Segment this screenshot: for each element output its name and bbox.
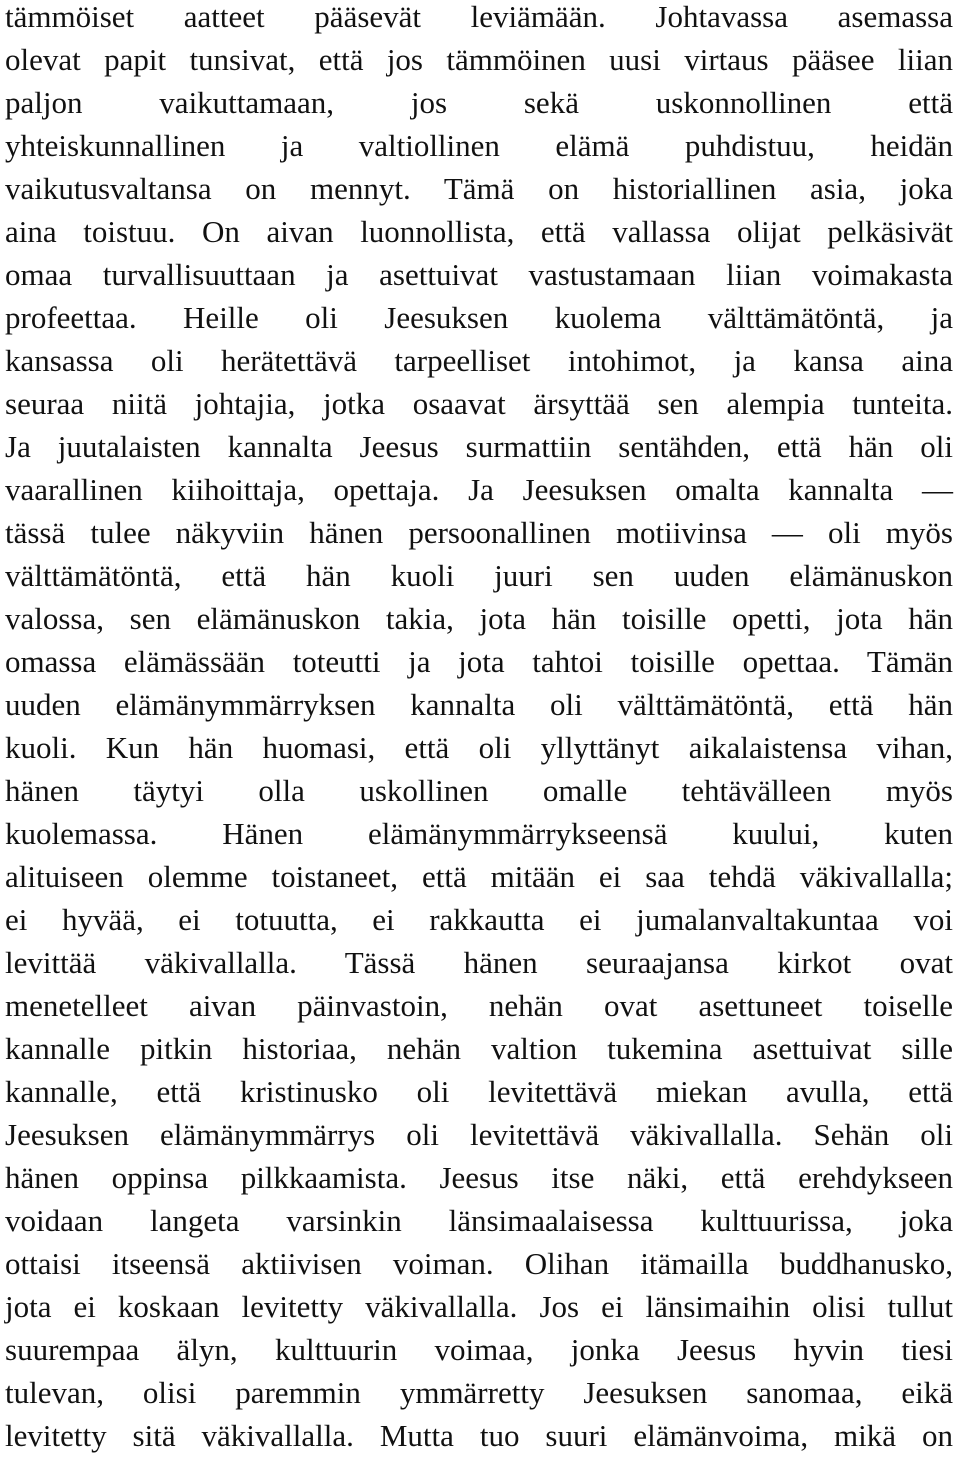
text-line: paljon vaikuttamaan, jos sekä uskonnollinen että: [5, 85, 953, 120]
text-line: profeettaa. Heille oli Jeesuksen kuolema välttämätöntä, ja: [5, 300, 953, 335]
text-line: jota ei koskaan levitetty väkivallalla. Jos ei länsimaihin olisi tullut: [5, 1289, 953, 1324]
text-line: tämmöiset aatteet pääsevät leviämään. Johtavassa asemassa: [5, 0, 953, 34]
text-line: levitetty sitä väkivallalla. Mutta tuo suuri elämänvoima, mikä on: [5, 1418, 953, 1453]
text-line: suurempaa älyn, kulttuurin voimaa, jonka Jeesus hyvin tiesi: [5, 1332, 953, 1367]
text-line: kannalle pitkin historiaa, nehän valtion tukemina asettuivat sille: [5, 1031, 953, 1066]
text-line: alituiseen olemme toistaneet, että mitään ei saa tehdä väkivallalla;: [5, 859, 953, 894]
text-line: kuoli. Kun hän huomasi, että oli yllyttänyt aikalaistensa vihan,: [5, 730, 953, 765]
text-line: Jeesuksen elämänymmärrys oli levitettävä väkivallalla. Sehän oli: [5, 1117, 953, 1152]
text-line: seuraa niitä johtajia, jotka osaavat ärsyttää sen alempia tunteita.: [5, 386, 953, 421]
text-line: ottaisi itseensä aktiivisen voiman. Olihan itämailla buddhanusko,: [5, 1246, 953, 1281]
text-line: levittää väkivallalla. Tässä hänen seuraajansa kirkot ovat: [5, 945, 953, 980]
text-line: menetelleet aivan päinvastoin, nehän ovat asettuneet toiselle: [5, 988, 953, 1023]
text-line: voidaan langeta varsinkin länsimaalaisessa kulttuurissa, joka: [5, 1203, 953, 1238]
text-line: hänen oppinsa pilkkaamista. Jeesus itse näki, että erehdykseen: [5, 1160, 953, 1195]
text-line: omassa elämässään toteutti ja jota tahtoi toisille opettaa. Tämän: [5, 644, 953, 679]
text-line: Ja juutalaisten kannalta Jeesus surmattiin sentähden, että hän oli: [5, 429, 953, 464]
text-line: aina toistuu. On aivan luonnollista, että vallassa olijat pelkäsivät: [5, 214, 953, 249]
text-line: välttämätöntä, että hän kuoli juuri sen uuden elämänuskon: [5, 558, 953, 593]
text-line: omaa turvallisuuttaan ja asettuivat vastustamaan liian voimakasta: [5, 257, 953, 292]
text-line: olevat papit tunsivat, että jos tämmöinen uusi virtaus pääsee liian: [5, 42, 953, 77]
text-line: vaarallinen kiihoittaja, opettaja. Ja Jeesuksen omalta kannalta —: [5, 472, 953, 507]
text-line: uuden elämänymmärryksen kannalta oli välttämätöntä, että hän: [5, 687, 953, 722]
text-line: ei hyvää, ei totuutta, ei rakkautta ei jumalanvaltakuntaa voi: [5, 902, 953, 937]
text-line: hänen täytyi olla uskollinen omalle tehtävälleen myös: [5, 773, 953, 808]
text-line: kuolemassa. Hänen elämänymmärrykseensä kuului, kuten: [5, 816, 953, 851]
text-line: vaikutusvaltansa on mennyt. Tämä on historiallinen asia, joka: [5, 171, 953, 206]
text-line: kansassa oli herätettävä tarpeelliset intohimot, ja kansa aina: [5, 343, 953, 378]
text-line: yhteiskunnallinen ja valtiollinen elämä puhdistuu, heidän: [5, 128, 953, 163]
text-line: tulevan, olisi paremmin ymmärretty Jeesuksen sanomaa, eikä: [5, 1375, 953, 1410]
text-line: valossa, sen elämänuskon takia, jota hän toisille opetti, jota hän: [5, 601, 953, 636]
text-line: tässä tulee näkyviin hänen persoonallinen motiivinsa — oli myös: [5, 515, 953, 550]
text-line: kannalle, että kristinusko oli levitettävä miekan avulla, että: [5, 1074, 953, 1109]
